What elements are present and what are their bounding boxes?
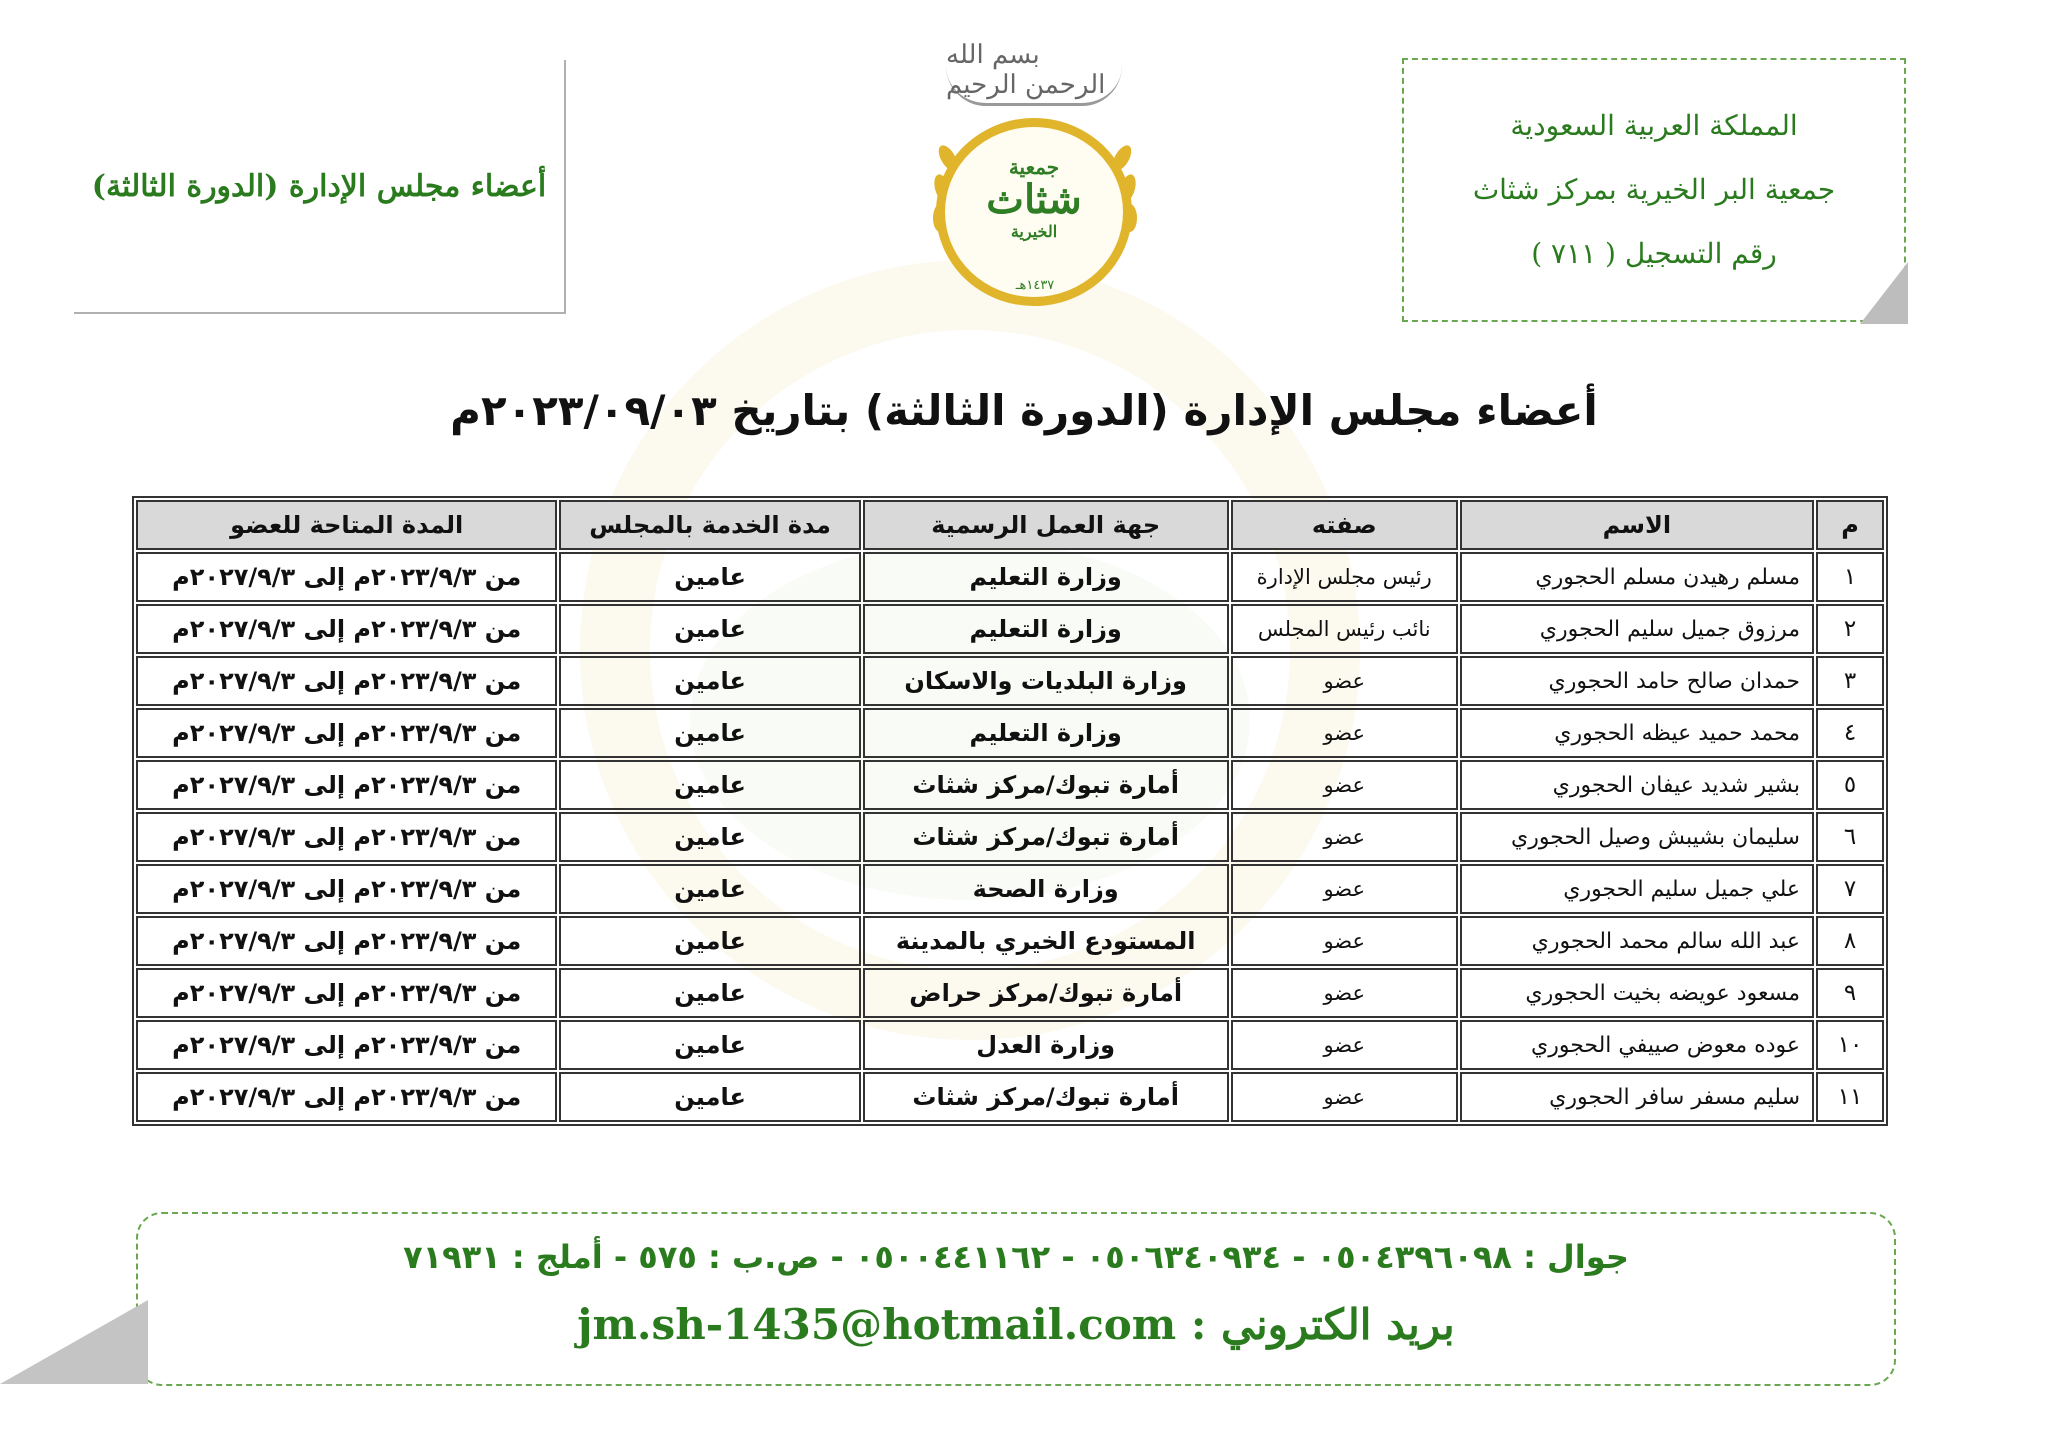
header-role: صفته [1231,500,1458,550]
member-name: بشير شديد عيفان الحجوري [1460,760,1814,810]
association-logo [930,118,1140,308]
member-role: عضو [1231,1020,1458,1070]
member-service: عامين [559,916,860,966]
member-role: عضو [1231,1072,1458,1122]
member-period: من ٢٠٢٣/٩/٣م إلى ٢٠٢٧/٩/٣م [136,864,557,914]
member-service: عامين [559,812,860,862]
header-number: م [1816,500,1884,550]
logo-line-2: شثاث [986,176,1082,223]
logo-wordmark [950,156,1118,242]
table-row [136,708,1884,758]
header-period: المدة المتاحة للعضو [136,500,557,550]
table-row [136,916,1884,966]
member-role: عضو [1231,708,1458,758]
contact-email: بريد الكتروني : jm.sh-1435@hotmail.com [577,1300,1455,1349]
table-row [136,1072,1884,1122]
header-service: مدة الخدمة بالمجلس [559,500,860,550]
row-number: ٩ [1816,968,1884,1018]
board-members-table [132,496,1888,1126]
header-employer: جهة العمل الرسمية [863,500,1229,550]
member-employer: وزارة الصحة [863,864,1229,914]
organization-info-box [1402,58,1906,322]
row-number: ٨ [1816,916,1884,966]
logo-line-3: الخيرية [1010,222,1058,241]
member-employer: وزارة العدل [863,1020,1229,1070]
member-service: عامين [559,552,860,602]
row-number: ٤ [1816,708,1884,758]
row-number: ٢ [1816,604,1884,654]
logo-year: ١٤٣٧هـ [1015,278,1055,293]
member-employer: المستودع الخيري بالمدينة [863,916,1229,966]
member-employer: أمارة تبوك/مركز شثاث [863,1072,1229,1122]
member-name: عوده معوض صييفي الحجوري [1460,1020,1814,1070]
member-role: نائب رئيس المجلس [1231,604,1458,654]
table-row [136,656,1884,706]
row-number: ١ [1816,552,1884,602]
contact-footer [136,1212,1896,1386]
member-name: علي جميل سليم الحجوري [1460,864,1814,914]
row-number: ٦ [1816,812,1884,862]
member-employer: وزارة البلديات والاسكان [863,656,1229,706]
board-title-label: أعضاء مجلس الإدارة (الدورة الثالثة) [91,168,547,204]
member-role: عضو [1231,812,1458,862]
member-service: عامين [559,1020,860,1070]
row-number: ٣ [1816,656,1884,706]
table-row [136,812,1884,862]
org-box-corner-shadow [1860,262,1908,324]
table-row [136,760,1884,810]
member-period: من ٢٠٢٣/٩/٣م إلى ٢٠٢٧/٩/٣م [136,968,557,1018]
member-role: عضو [1231,760,1458,810]
member-name: سليمان بشيبش وصيل الحجوري [1460,812,1814,862]
org-country: المملكة العربية السعودية [1510,109,1798,142]
member-name: عبد الله سالم محمد الحجوري [1460,916,1814,966]
contact-phones: جوال : ٠٥٠٤٣٩٦٠٩٨ - ٠٥٠٦٣٤٠٩٣٤ - ٠٥٠٠٤٤١١٦٢ - ص.ب : ٥٧٥ - أملج : ٧١٩٣١ [403,1238,1629,1276]
board-title-box [74,60,566,314]
row-number: ١٠ [1816,1020,1884,1070]
member-service: عامين [559,968,860,1018]
member-employer: وزارة التعليم [863,552,1229,602]
member-role: عضو [1231,916,1458,966]
member-service: عامين [559,760,860,810]
header-name: الاسم [1460,500,1814,550]
member-name: محمد حميد عيظه الحجوري [1460,708,1814,758]
member-period: من ٢٠٢٣/٩/٣م إلى ٢٠٢٧/٩/٣م [136,812,557,862]
member-role: عضو [1231,864,1458,914]
member-service: عامين [559,656,860,706]
member-name: سليم مسفر سافر الحجوري [1460,1072,1814,1122]
member-period: من ٢٠٢٣/٩/٣م إلى ٢٠٢٧/٩/٣م [136,552,557,602]
footer-corner-shadow [0,1300,148,1384]
member-employer: وزارة التعليم [863,708,1229,758]
org-name: جمعية البر الخيرية بمركز شثاث [1472,173,1836,206]
member-period: من ٢٠٢٣/٩/٣م إلى ٢٠٢٧/٩/٣م [136,760,557,810]
table-row [136,864,1884,914]
member-service: عامين [559,604,860,654]
logo-line-1: جمعية [1008,155,1060,179]
document-title: أعضاء مجلس الإدارة (الدورة الثالثة) بتاريخ ٢٠٢٣/٠٩/٠٣م [450,386,1598,435]
row-number: ١١ [1816,1072,1884,1122]
member-role: رئيس مجلس الإدارة [1231,552,1458,602]
member-period: من ٢٠٢٣/٩/٣م إلى ٢٠٢٧/٩/٣م [136,708,557,758]
member-role: عضو [1231,968,1458,1018]
table-row [136,604,1884,654]
table-row [136,968,1884,1018]
member-period: من ٢٠٢٣/٩/٣م إلى ٢٠٢٧/٩/٣م [136,656,557,706]
basmala-calligraphy: بسم الله الرحمن الرحيم [946,36,1122,106]
row-number: ٥ [1816,760,1884,810]
member-name: حمدان صالح حامد الحجوري [1460,656,1814,706]
table-row [136,552,1884,602]
member-employer: وزارة التعليم [863,604,1229,654]
member-employer: أمارة تبوك/مركز شثاث [863,760,1229,810]
member-name: مسعود عويضه بخيت الحجوري [1460,968,1814,1018]
member-service: عامين [559,864,860,914]
member-employer: أمارة تبوك/مركز شثاث [863,812,1229,862]
table-row [136,1020,1884,1070]
member-period: من ٢٠٢٣/٩/٣م إلى ٢٠٢٧/٩/٣م [136,1072,557,1122]
member-service: عامين [559,1072,860,1122]
member-period: من ٢٠٢٣/٩/٣م إلى ٢٠٢٧/٩/٣م [136,1020,557,1070]
member-employer: أمارة تبوك/مركز حراض [863,968,1229,1018]
member-name: مسلم رهيدن مسلم الحجوري [1460,552,1814,602]
member-name: مرزوق جميل سليم الحجوري [1460,604,1814,654]
row-number: ٧ [1816,864,1884,914]
member-service: عامين [559,708,860,758]
table-header-row [136,500,1884,550]
org-registration: رقم التسجيل ( ٧١١ ) [1531,237,1777,270]
member-period: من ٢٠٢٣/٩/٣م إلى ٢٠٢٧/٩/٣م [136,916,557,966]
member-period: من ٢٠٢٣/٩/٣م إلى ٢٠٢٧/٩/٣م [136,604,557,654]
member-role: عضو [1231,656,1458,706]
